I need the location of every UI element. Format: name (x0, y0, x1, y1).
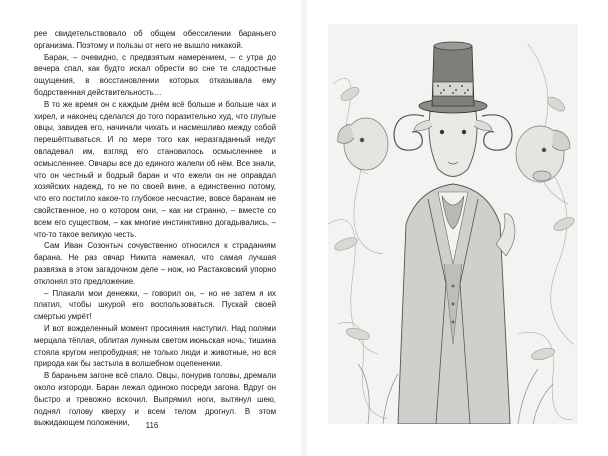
paragraph: В бараньем загоне всё спало. Овцы, понурив головы, дремали около изгороди. Баран лежал одиноко посреди загона. Вдруг он быстро и тревожно вскочил. Выпрямил ноги, вытянул шею, поднял голову кверху и всем телом дрогнул. В этом выжидающем положении, (34, 371, 276, 428)
page-number: 116 (145, 421, 159, 430)
paragraph: В то же время он с каждым днём всё больше и больше чах и хирел, и наконец сделался до того поразительно худ, что глупые овцы, завидев его, начинали чихать и насмешливо между собой перешёптываться. И по мере того как неразгаданный недуг овладевал им, взгляд его становилось осмысленнее и осмысленнее. Овчары все до единого жалели об нём. Все знали, что он честный и бодрый баран и что ежели он не оправдал хозяйских надежд, то не по своей вине, а единственно потому, что его постигло какое-то глубокое несчастие, вовсе баранам не свойственное, но о котором они, – как ни странно, – вместе со всем его существом, – как многие инстинктивно догадывались, – что-то такое великую честь. (34, 99, 276, 239)
ram-in-top-hat-illustration-icon (328, 24, 578, 424)
paragraph: рее свидетельствовало об общем обессилении бараньего организма. Поэтому и пользы от него не вышло никакой. (34, 29, 276, 50)
paragraph: Баран, – очевидно, с предвзятым намерением, – с утра до вечера спал, как будто искал обрести во сне те сладостные ощущения, в восстановлении которых отказывала ему бодрственная действительность… (34, 52, 276, 97)
paragraph: И вот вожделенный момент просияния наступил. Над полями мерцала тёплая, облитая лунным светом июньская ночь; тишина стояла кругом непробудная; не только люди и животные, но вся природа как бы застыла в волшебном оцепенении. (34, 323, 276, 369)
text-column (34, 28, 276, 429)
paragraph: – Плакали мои денежки, – говорил он, – но не затем я их платил, чтобы шкурой его воспользоваться. Пускай своей смертью умрёт! (34, 288, 276, 322)
paragraph: Сам Иван Созонтыч сочувственно относился к страданиям барана. Не раз овчар Никита намекал, что самая лучшая развязка в этом загадочном деле – нож, но Растаковский упорно отклонял это предложение. (34, 241, 276, 286)
